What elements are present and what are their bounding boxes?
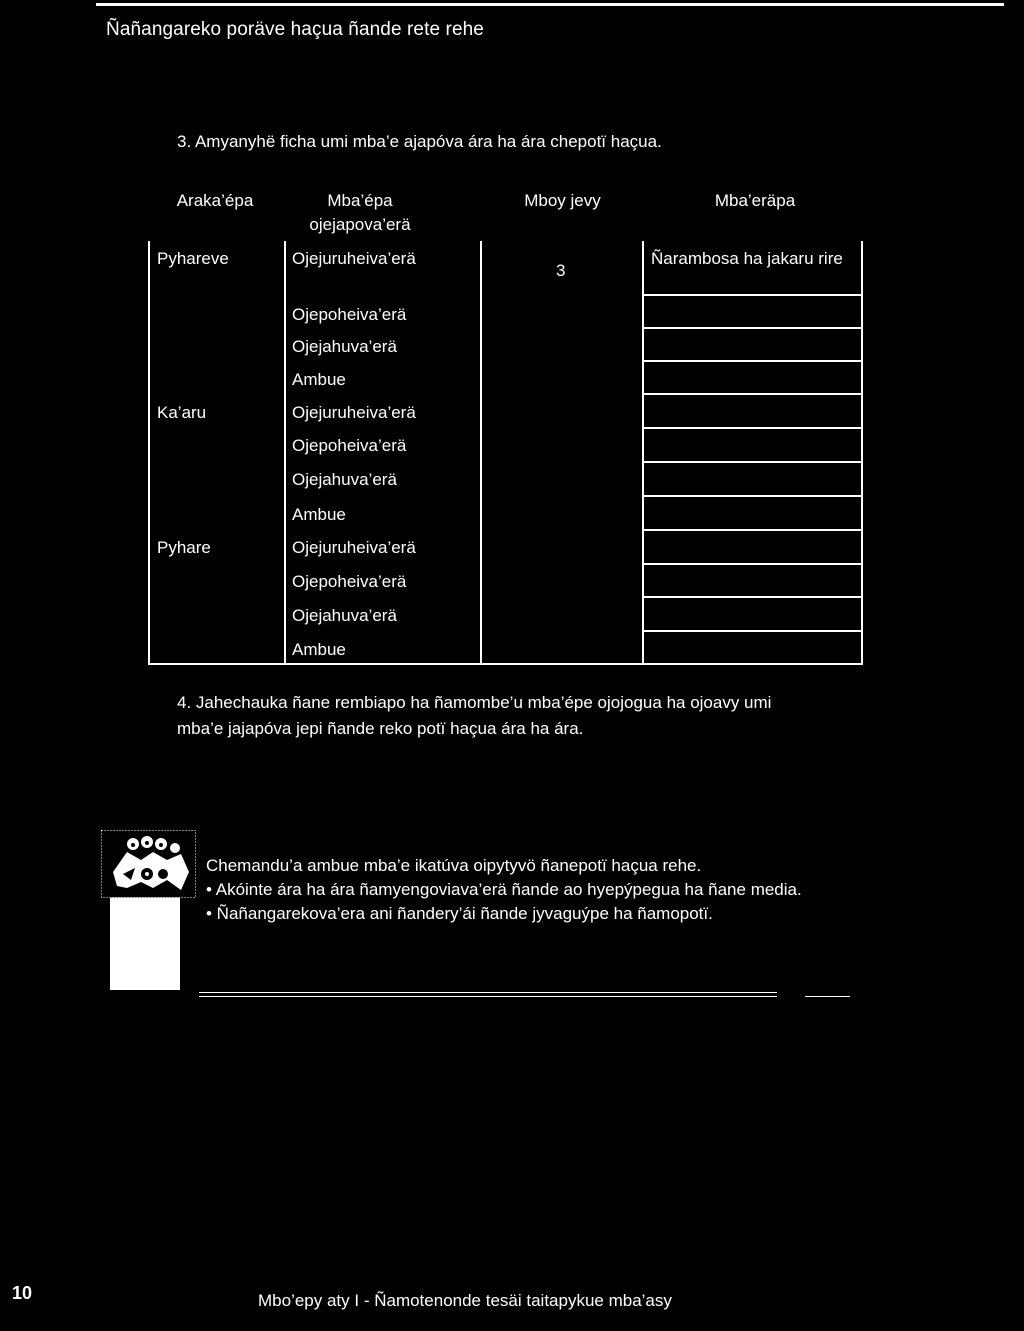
- table-border: [861, 241, 863, 665]
- table-border: [642, 495, 863, 497]
- tip-divider: [199, 996, 777, 997]
- activity-label: Ambue: [292, 505, 346, 524]
- activity-label: Ojejuruheiva’erä: [292, 403, 416, 422]
- activity-label: Ojepoheiva’erä: [292, 572, 407, 591]
- table-border: [642, 241, 644, 665]
- table-border: [480, 241, 482, 665]
- table-border: [642, 393, 863, 395]
- table-border: [642, 630, 863, 632]
- activity-label: Ambue: [292, 370, 346, 389]
- activity-label: Ojepoheiva’erä: [292, 436, 407, 455]
- activity-label: Ambue: [292, 640, 346, 659]
- table-border: [148, 663, 863, 665]
- purpose-value: Ñarambosa ha jakaru rire: [651, 249, 843, 268]
- table-border: [148, 241, 150, 665]
- table-border: [642, 461, 863, 463]
- page-number: 10: [12, 1283, 33, 1303]
- activity-label: Ojejahuva’erä: [292, 606, 397, 625]
- table-border: [642, 427, 863, 429]
- count-value: 3: [556, 261, 566, 280]
- activity-label: Ojejahuva’erä: [292, 470, 397, 489]
- column-header-when: Araka’épa: [176, 191, 254, 210]
- tip-text: [206, 854, 816, 926]
- column-header-purpose: Mba’eräpa: [714, 191, 796, 210]
- table-border: [642, 294, 863, 296]
- table-border: [642, 563, 863, 565]
- tip-divider: [805, 996, 850, 997]
- activity-label: Ojepoheiva’erä: [292, 305, 407, 324]
- column-header-what: Mba’épa ojejapova’erä: [309, 191, 411, 234]
- table-border: [284, 241, 286, 665]
- question-3: 3. Amyanyhë ficha umi mba’e ajapóva ára ha ára chepotï haçua.: [177, 132, 662, 151]
- section-label-night: Pyhare: [157, 538, 211, 557]
- table-border: [642, 596, 863, 598]
- tip-divider: [199, 992, 777, 993]
- table-border: [642, 360, 863, 362]
- section-label-afternoon: Ka’aru: [157, 403, 207, 422]
- footer-text: Mbo’epy aty I - Ñamotenonde tesäi taitapykue mba’asy: [258, 1291, 672, 1310]
- table-border: [642, 327, 863, 329]
- activity-label: Ojejuruheiva’erä: [292, 249, 416, 268]
- tip-intro: Chemandu’a ambue mba’e ikatúva oipytyvö ñanepotï haçua rehe.: [206, 856, 702, 875]
- tip-panel: [110, 896, 180, 990]
- section-label-morning: Pyhareve: [157, 249, 229, 268]
- column-header-count: Mboy jevy: [524, 191, 601, 210]
- tip-bullet: • Akóinte ára ha ára ñamyengoviava’erä ñande ao hyepýpegua ha ñane media.: [206, 880, 802, 899]
- top-rule: [96, 3, 1004, 6]
- question-4: 4. Jahechauka ñane rembiapo ha ñamombe’u mba’épe ojojogua ha ojoavy umi mba’e jajapóva jepi ñande reko potï haçua ára ha ára.: [177, 693, 772, 738]
- table-border: [642, 529, 863, 531]
- activity-label: Ojejahuva’erä: [292, 337, 397, 356]
- activity-label: Ojejuruheiva’erä: [292, 538, 416, 557]
- tip-bullet: • Ñañangarekova’era ani ñandery’ái ñande jyvaguýpe ha ñamopotï.: [206, 904, 713, 923]
- page-header: Ñañangareko poräve haçua ñande rete rehe: [106, 19, 484, 40]
- children-illustration-icon: [101, 830, 196, 898]
